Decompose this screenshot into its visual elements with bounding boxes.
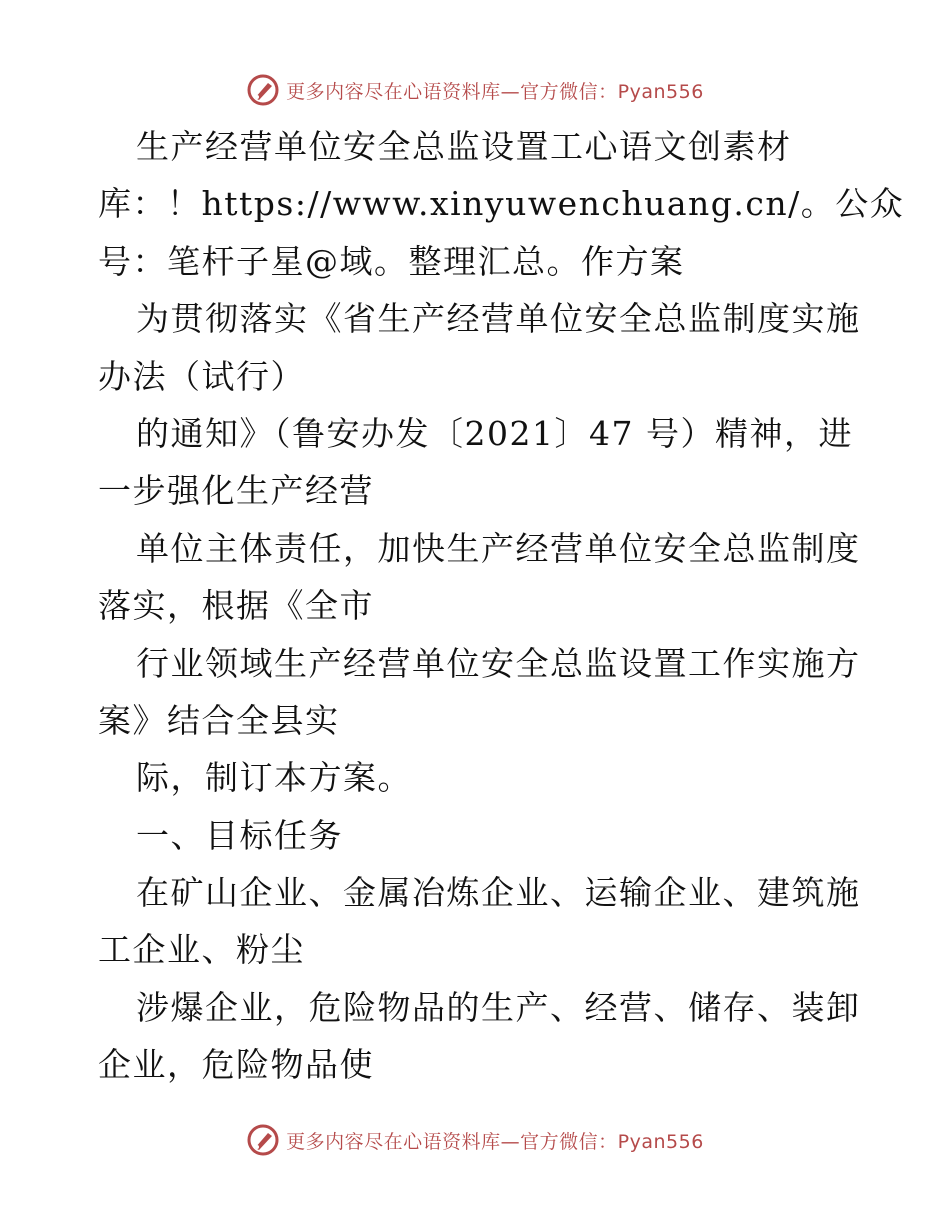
text-line: 办法（试行） — [98, 356, 305, 396]
text-line: 一、目标任务 — [136, 815, 343, 855]
text-line: 涉爆企业，危险物品的生产、经营、储存、装卸 — [136, 987, 861, 1027]
watermark-site-text: 更多内容尽在心语资料库 — [286, 1130, 501, 1153]
pen-logo-icon — [246, 73, 280, 107]
watermark-separator: — — [500, 1130, 521, 1153]
watermark-contact-text: 官方微信：Pyan556 — [520, 1130, 704, 1153]
text-line: 的通知》（鲁安办发〔2021〕47 号）精神，进 — [136, 413, 853, 453]
text-line: 际，制订本方案。 — [136, 758, 412, 798]
watermark-separator: — — [500, 80, 521, 103]
text-line: 库：！https://www.xinyuwenchuang.cn/。公众 — [98, 184, 905, 224]
text-line: 行业领域生产经营单位安全总监设置工作实施方 — [136, 643, 861, 683]
text-line: 单位主体责任，加快生产经营单位安全总监制度 — [136, 528, 861, 568]
text-line: 工企业、粉尘 — [98, 930, 305, 970]
text-line: 企业，危险物品使 — [98, 1045, 374, 1085]
text-line: 案》结合全县实 — [98, 700, 340, 740]
watermark-contact-text: 官方微信：Pyan556 — [520, 80, 704, 103]
watermark-footer — [0, 1122, 950, 1158]
watermark-site-text: 更多内容尽在心语资料库 — [286, 80, 501, 103]
watermark-text — [286, 1127, 704, 1154]
text-line: 号：笔杆子星@域。整理汇总。作方案 — [98, 241, 685, 281]
text-line: 为贯彻落实《省生产经营单位安全总监制度实施 — [136, 299, 861, 339]
document-body — [98, 118, 905, 1094]
text-line: 在矿山企业、金属冶炼企业、运输企业、建筑施 — [136, 873, 861, 913]
text-line: 一步强化生产经营 — [98, 471, 374, 511]
pen-logo-icon — [246, 1123, 280, 1157]
watermark-text — [286, 77, 704, 104]
text-line: 生产经营单位安全总监设置工心语文创素材 — [136, 127, 792, 166]
text-line: 落实，根据《全市 — [98, 586, 374, 626]
watermark-header — [0, 72, 950, 108]
